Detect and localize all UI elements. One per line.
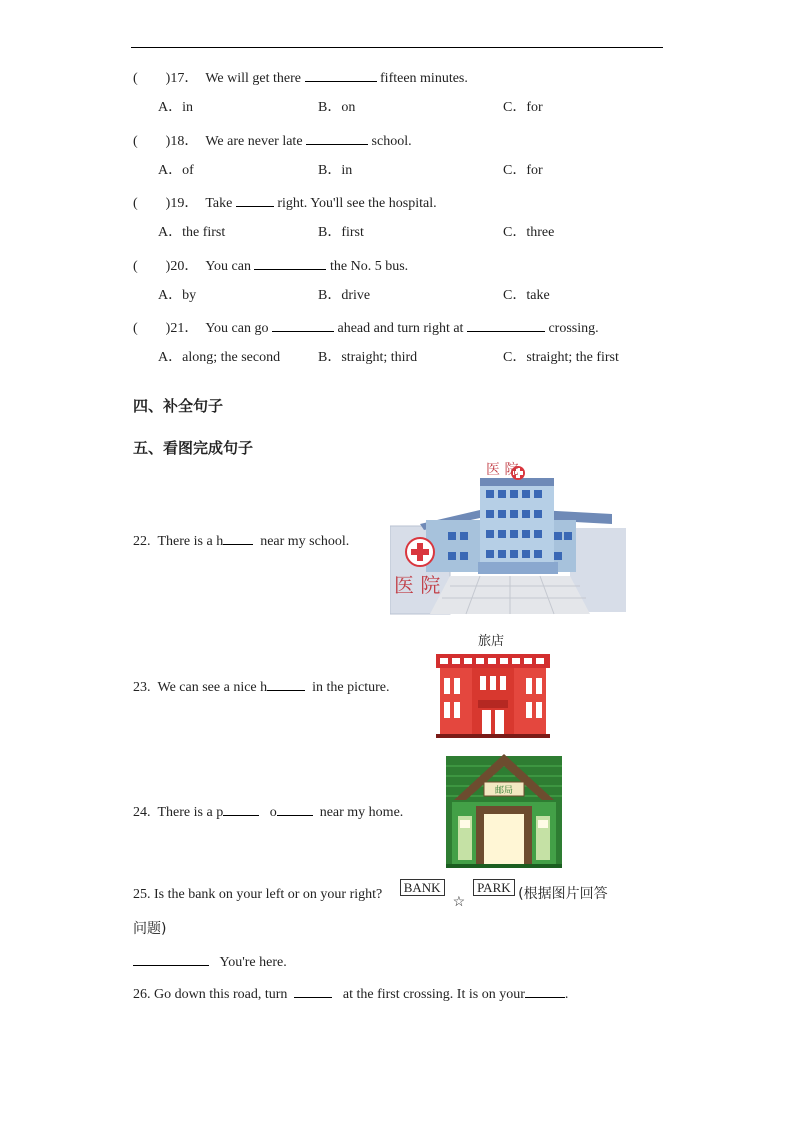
option-21-b[interactable]: B．straight; third (318, 350, 418, 365)
answer-blank[interactable] (223, 531, 253, 545)
answer-blank[interactable] (294, 984, 332, 998)
park-sign: PARK (473, 879, 514, 896)
hospital-side-text: 医 院 (394, 573, 441, 597)
hotel-caption: 旅店 (478, 634, 505, 649)
option-21-c[interactable]: C．straight; the first (503, 350, 619, 365)
answer-blank[interactable] (254, 256, 326, 270)
answer-blank[interactable] (525, 984, 565, 998)
answer-blank[interactable] (223, 802, 259, 816)
section-four-heading: 四、补全句子 (133, 397, 224, 415)
answer-blank[interactable] (133, 952, 209, 966)
question-18: ( )18． We are never late school. (133, 131, 412, 151)
option-18-b[interactable]: B．in (318, 163, 353, 178)
section-five-heading: 五、看图完成句子 (133, 439, 254, 457)
option-17-a[interactable]: A．in (158, 100, 193, 115)
answer-blank[interactable] (277, 802, 313, 816)
option-19-a[interactable]: A．the first (158, 225, 226, 240)
question-25-answer: You're here. (133, 952, 287, 972)
question-25-note-cont: 问题) (133, 921, 167, 937)
option-20-a[interactable]: A．by (158, 288, 197, 303)
question-19: ( )19． Take right. You'll see the hospital. (133, 193, 437, 213)
header-rule (131, 47, 663, 48)
question-26: 26. Go down this road, turn at the first crossing. It is on your . (133, 984, 568, 1004)
question-21: ( )21． You can go ahead and turn right at crossing. (133, 318, 599, 338)
option-20-b[interactable]: B．drive (318, 288, 371, 303)
star-icon: ☆ (452, 895, 466, 910)
option-17-c[interactable]: C．for (503, 100, 543, 115)
post-office-image (446, 752, 562, 868)
question-22: 22. There is a h near my school. (133, 531, 349, 551)
answer-blank[interactable] (305, 68, 377, 82)
question-17: ( )17． We will get there fifteen minutes. (133, 68, 468, 88)
option-19-b[interactable]: B．first (318, 225, 364, 240)
answer-blank[interactable] (272, 318, 334, 332)
answer-blank[interactable] (267, 677, 305, 691)
question-23: 23. We can see a nice h in the picture. (133, 677, 390, 697)
option-18-a[interactable]: A．of (158, 163, 194, 178)
bank-sign: BANK (400, 879, 445, 896)
post-sign-text: 邮局 (494, 786, 514, 796)
hospital-image (390, 458, 628, 616)
question-25: 25. Is the bank on your left or on your right? BANK☆PARK (根据图片回答 (133, 880, 608, 910)
hotel-image (434, 654, 552, 738)
question-20: ( )20． You can the No. 5 bus. (133, 256, 408, 276)
answer-blank[interactable] (467, 318, 545, 332)
option-20-c[interactable]: C．take (503, 288, 550, 303)
answer-blank[interactable] (236, 193, 274, 207)
option-19-c[interactable]: C．three (503, 225, 555, 240)
option-17-b[interactable]: B．on (318, 100, 356, 115)
hospital-sign-text: 医 院 (486, 462, 519, 478)
option-18-c[interactable]: C．for (503, 163, 543, 178)
answer-blank[interactable] (306, 131, 368, 145)
option-21-a[interactable]: A．along; the second (158, 350, 281, 365)
question-24: 24. There is a p o near my home. (133, 802, 403, 822)
